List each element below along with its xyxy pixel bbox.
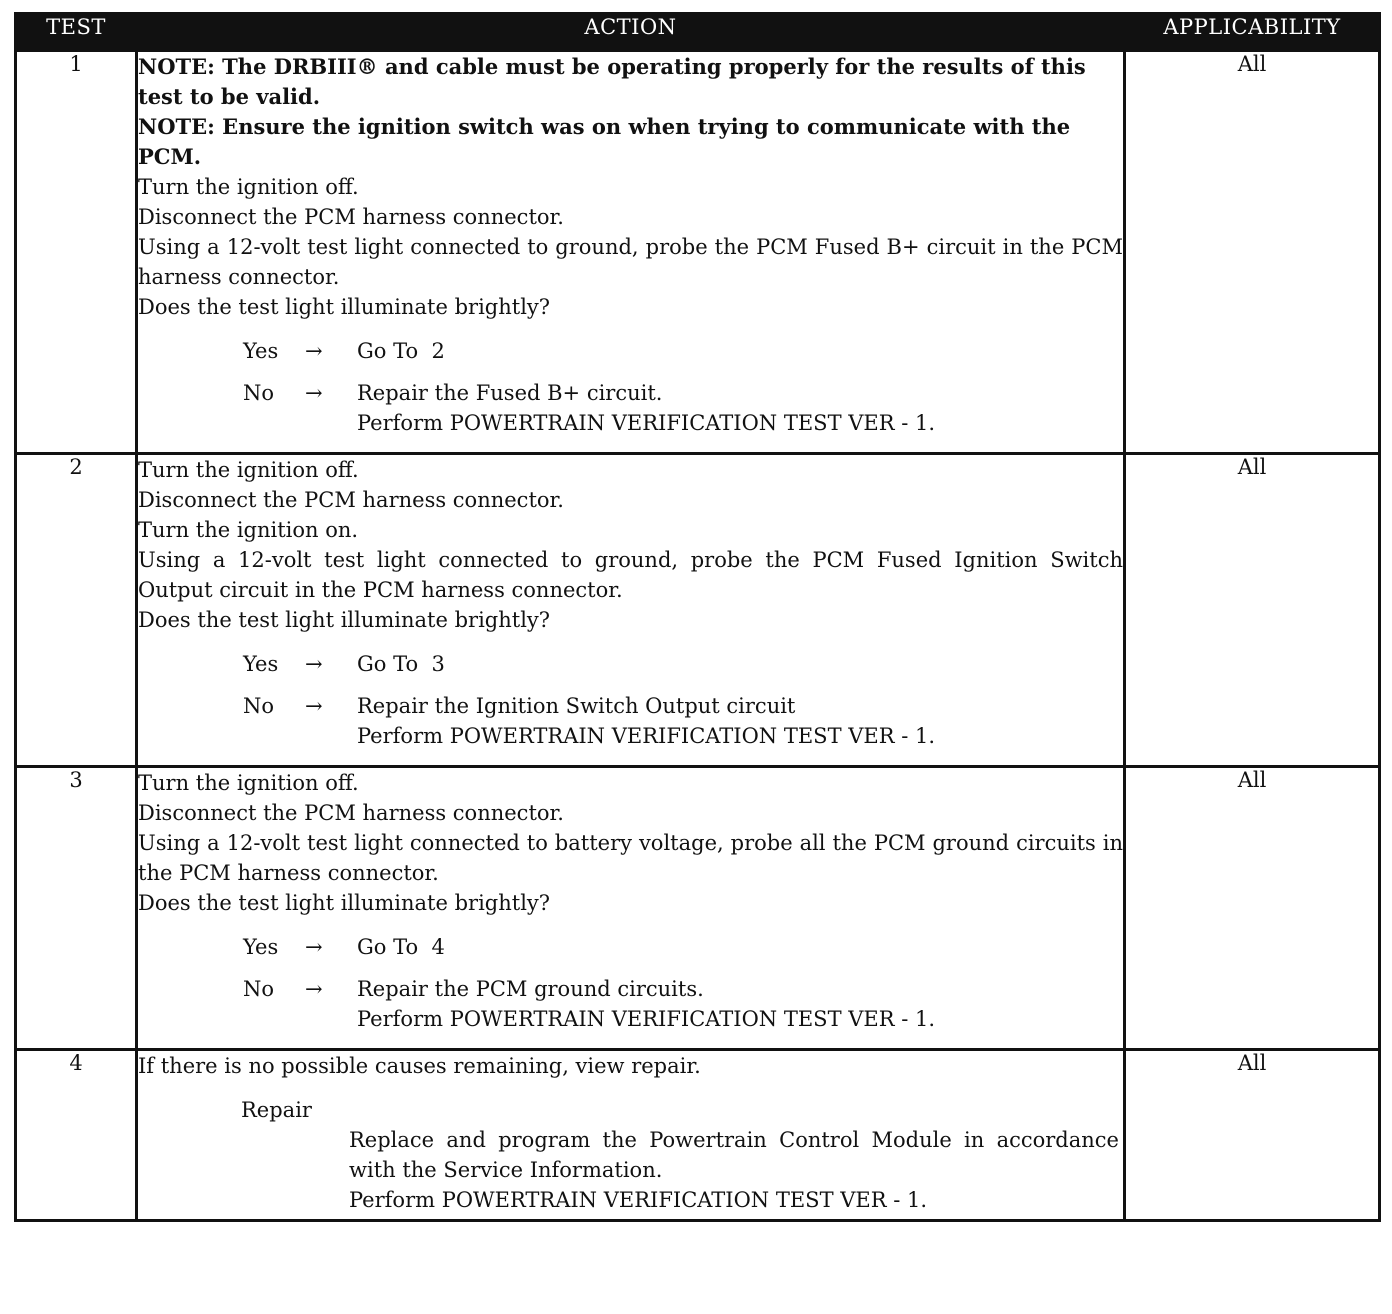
note-text: NOTE: The DRBIII® and cable must be operating properly for the results of this test to be valid. — [138, 54, 1086, 109]
outcome-yes — [243, 336, 1123, 366]
result-line: Repair the Ignition Switch Output circuit — [357, 694, 796, 718]
outcome-result — [357, 649, 1123, 679]
result-line: Perform POWERTRAIN VERIFICATION TEST VER - 1. — [357, 1007, 936, 1031]
result-line: Repair the PCM ground circuits. — [357, 977, 704, 1001]
step-text: Turn the ignition off. — [138, 175, 359, 199]
answer-label: No — [243, 694, 275, 718]
step-text: Disconnect the PCM harness connector. — [138, 801, 564, 825]
action-cell — [137, 51, 1125, 454]
arrow-right-icon: → — [305, 935, 323, 959]
step-text: If there is no possible causes remaining, view repair. — [138, 1054, 701, 1078]
table-row — [16, 1050, 1380, 1221]
test-number: 3 — [16, 767, 137, 1050]
step-text: Disconnect the PCM harness connector. — [138, 205, 564, 229]
diagnostic-test-table — [14, 12, 1381, 1222]
step-text: Turn the ignition on. — [138, 518, 359, 542]
step-text: Using a 12-volt test light connected to ground, probe the PCM Fused B+ circuit in the PCM harness connector. — [138, 235, 1123, 289]
outcome-result — [357, 691, 1123, 751]
outcome-yes — [243, 649, 1123, 679]
outcome-result — [357, 336, 1123, 366]
question-text: Does the test light illuminate brightly? — [138, 295, 551, 319]
outcome-no — [243, 378, 1123, 438]
result-line: Go To 4 — [357, 935, 445, 959]
diagnostic-test-sheet — [14, 12, 1378, 1298]
repair-label: Repair — [241, 1098, 312, 1122]
action-cell — [137, 1050, 1125, 1221]
action-cell — [137, 767, 1125, 1050]
step-text: Using a 12-volt test light connected to battery voltage, probe all the PCM ground circuits in the PCM harness connector. — [138, 831, 1123, 885]
table-row — [16, 51, 1380, 454]
answer-label: Yes — [243, 935, 279, 959]
arrow-right-icon: → — [305, 381, 323, 405]
repair-instructions — [349, 1125, 1123, 1215]
step-text: Turn the ignition off. — [138, 458, 359, 482]
step-text: Disconnect the PCM harness connector. — [138, 488, 564, 512]
note-text: NOTE: Ensure the ignition switch was on when trying to communicate with the PCM. — [138, 114, 1071, 169]
arrow-right-icon: → — [305, 977, 323, 1001]
header-action: ACTION — [137, 14, 1125, 51]
action-cell — [137, 454, 1125, 767]
result-line: Perform POWERTRAIN VERIFICATION TEST VER - 1. — [357, 724, 936, 748]
repair-line: Perform POWERTRAIN VERIFICATION TEST VER - 1. — [349, 1188, 928, 1212]
test-number: 4 — [16, 1050, 137, 1221]
repair-line: Replace and program the Powertrain Control Module in accordance with the Service Information. — [349, 1128, 1119, 1182]
result-line: Go To 3 — [357, 652, 445, 676]
header-test: TEST — [16, 14, 137, 51]
applicability-value: All — [1125, 767, 1380, 1050]
result-line: Go To 2 — [357, 339, 445, 363]
table-row — [16, 454, 1380, 767]
outcome-no — [243, 691, 1123, 751]
answer-label: No — [243, 381, 275, 405]
result-line: Perform POWERTRAIN VERIFICATION TEST VER - 1. — [357, 411, 936, 435]
outcome-result — [357, 378, 1123, 438]
outcome-no — [243, 974, 1123, 1034]
answer-label: Yes — [243, 652, 279, 676]
arrow-right-icon: → — [305, 652, 323, 676]
question-text: Does the test light illuminate brightly? — [138, 891, 551, 915]
applicability-value: All — [1125, 1050, 1380, 1221]
arrow-right-icon: → — [305, 694, 323, 718]
table-header-row — [16, 14, 1380, 51]
step-text: Using a 12-volt test light connected to ground, probe the PCM Fused Ignition Switch Output circuit in the PCM harness connector. — [138, 548, 1123, 602]
answer-label: Yes — [243, 339, 279, 363]
test-number: 1 — [16, 51, 137, 454]
arrow-right-icon: → — [305, 339, 323, 363]
question-text: Does the test light illuminate brightly? — [138, 608, 551, 632]
outcome-result — [357, 932, 1123, 962]
table-row — [16, 767, 1380, 1050]
result-line: Repair the Fused B+ circuit. — [357, 381, 663, 405]
header-applicability: APPLICABILITY — [1125, 14, 1380, 51]
answer-label: No — [243, 977, 275, 1001]
step-text: Turn the ignition off. — [138, 771, 359, 795]
applicability-value: All — [1125, 454, 1380, 767]
outcome-yes — [243, 932, 1123, 962]
applicability-value: All — [1125, 51, 1380, 454]
test-number: 2 — [16, 454, 137, 767]
outcome-result — [357, 974, 1123, 1034]
